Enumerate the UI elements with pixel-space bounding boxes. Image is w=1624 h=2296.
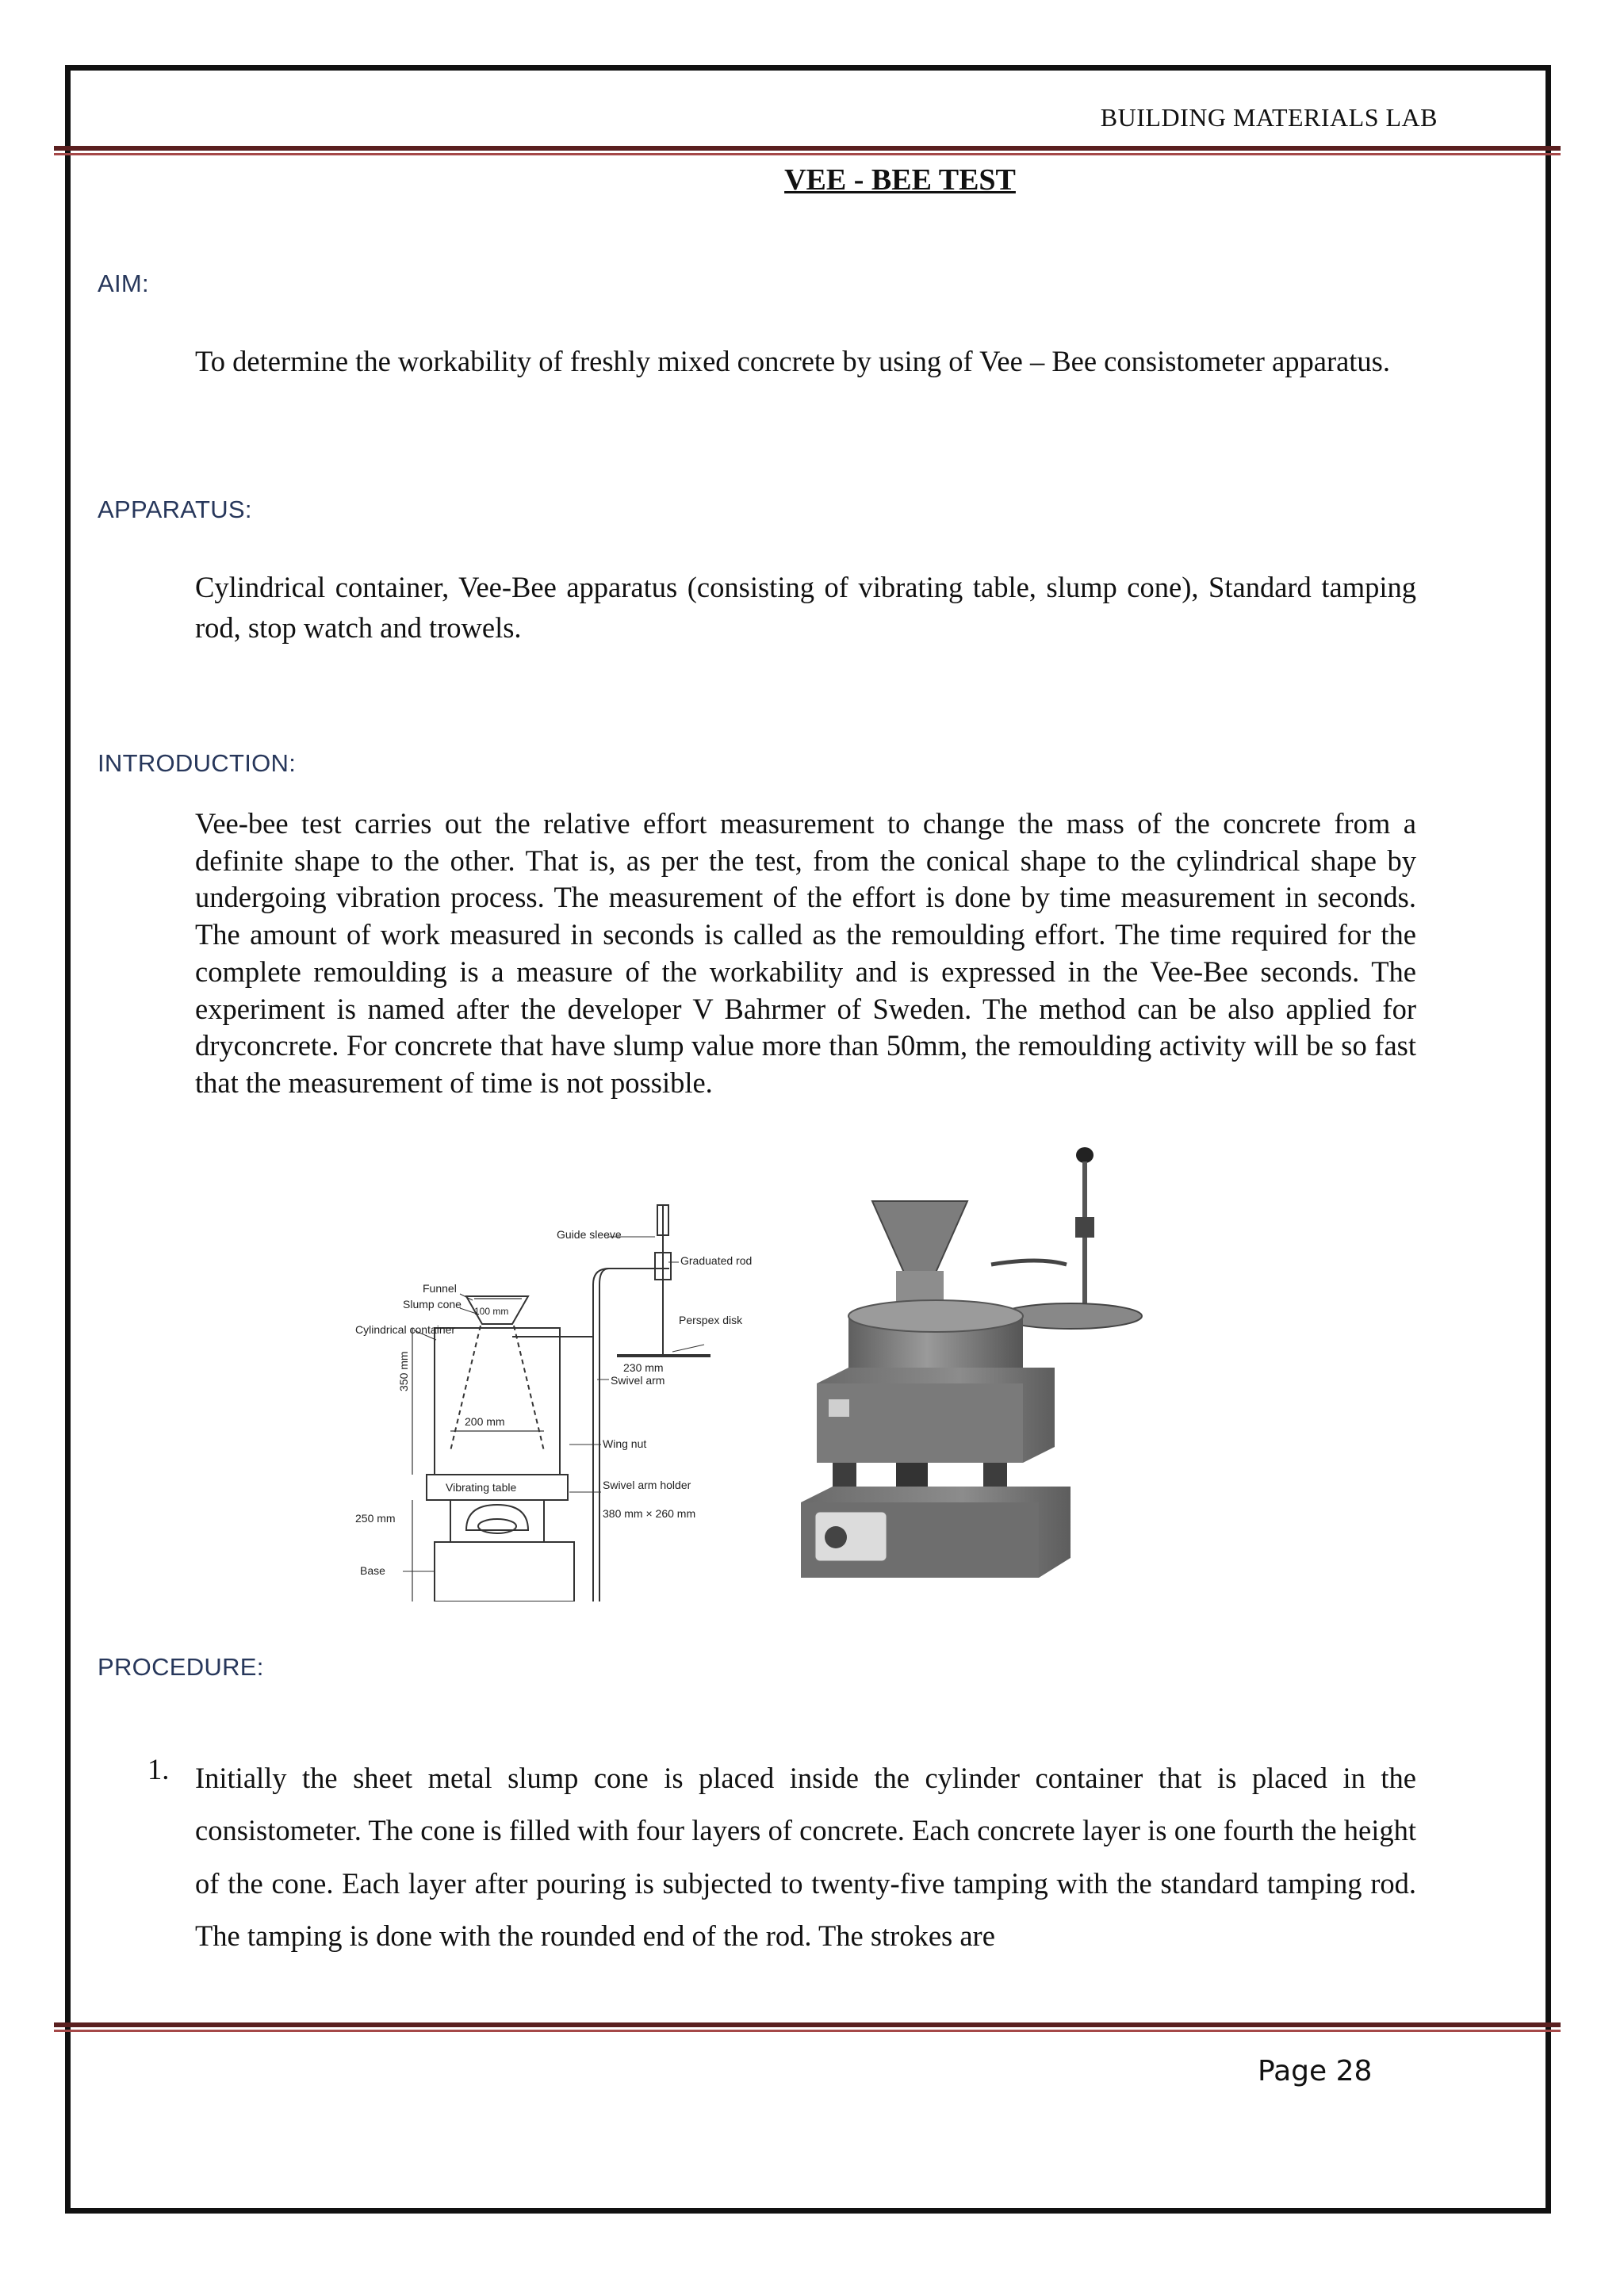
apparatus-heading: APPARATUS: [98, 496, 252, 523]
label-wing-nut: Wing nut [603, 1437, 647, 1450]
label-dim-380: 380 mm × 260 mm [603, 1507, 696, 1520]
label-graduated-rod: Graduated rod [680, 1254, 753, 1267]
procedure-item-number: 1. [147, 1753, 170, 1785]
header-lab-name: BUILDING MATERIALS LAB [1100, 103, 1438, 132]
label-dim-200: 200 mm [465, 1415, 505, 1428]
procedure-heading: PROCEDURE: [98, 1653, 264, 1681]
label-funnel: Funnel [423, 1282, 457, 1295]
label-dim-230: 230 mm [623, 1361, 664, 1374]
introduction-text: Vee-bee test carries out the relative effort measurement to change the mass of the concrete from a definite shape to the other. That is, as per the test, from the conical shape to the cylindrical shape by undergoing vibration process. The measurement of the effort is done by time measurement in seconds. The amount of work measured in seconds is called as the remoulding effort. The time required for the complete remoulding is a measure of the workability and is expressed in the Vee-Bee seconds. The experiment is named after the developer V Bahrmer of Sweden. The method can be also applied for dryconcrete. For concrete that have slump value more than 50mm, the remoulding activity will be so fast that the measurement of time is not possible. [195, 807, 1416, 1100]
apparatus-text: Cylindrical container, Vee-Bee apparatus (consisting of vibrating table, slump cone), Standard tamping rod, stop watch and trowels. [195, 571, 1416, 645]
label-guide-sleeve: Guide sleeve [557, 1228, 622, 1241]
header-rule [54, 146, 1561, 157]
footer-rule [54, 2022, 1561, 2034]
label-base: Base [360, 1564, 385, 1577]
label-vibrating-table: Vibrating table [446, 1481, 517, 1494]
label-dim-250: 250 mm [355, 1512, 396, 1525]
page-number: Page 28 [1258, 2055, 1373, 2087]
label-swivel-arm: Swivel arm [611, 1374, 665, 1387]
label-cylindrical-container: Cylindrical container [355, 1323, 456, 1336]
label-swivel-arm-holder: Swivel arm holder [603, 1479, 691, 1491]
procedure-item-text: Initially the sheet metal slump cone is placed inside the cylinder container that is placed in the consistometer. The cone is filled with four layers of concrete. Each concrete layer is one fourth the height of the cone. Each layer after pouring is subjected to twenty-five tamping with the standard tamping rod. The tamping is done with the rounded end of the rod. The strokes are [195, 1762, 1416, 1953]
vee-bee-apparatus-photo [801, 1146, 1150, 1590]
label-perspex-disk: Perspex disk [679, 1314, 743, 1326]
aim-text: To determine the workability of freshly mixed concrete by using of Vee – Bee consistometer apparatus. [195, 345, 1391, 377]
page-title: VEE - BEE TEST [784, 163, 1016, 197]
label-dim-100: 100 mm [474, 1306, 509, 1317]
aim-heading: AIM: [98, 270, 149, 297]
vee-bee-schematic-diagram [355, 1189, 815, 1601]
introduction-heading: INTRODUCTION: [98, 749, 297, 777]
label-slump-cone: Slump cone [403, 1298, 462, 1311]
label-dim-350: 350 mm [397, 1351, 410, 1391]
